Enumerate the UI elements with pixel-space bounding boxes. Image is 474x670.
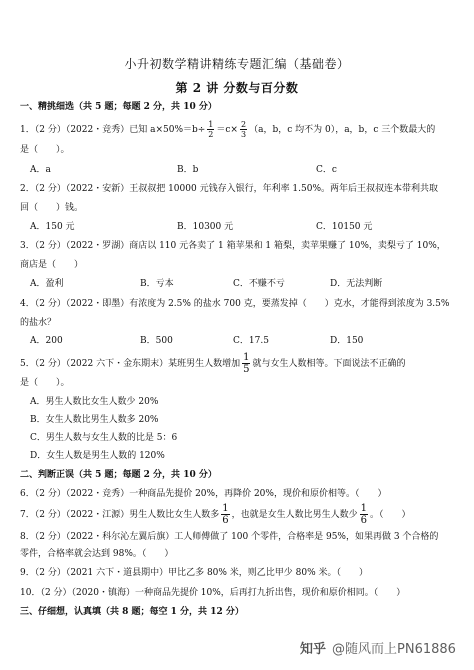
question-3-line2: 商店是（ ） (20, 260, 84, 270)
watermark-text: @随风而上PN61886 (332, 642, 456, 657)
question-7-text-b: ，也就是女生人数比男生人数少 (231, 510, 358, 520)
question-2-option-c: C．10150 元 (316, 222, 373, 232)
question-5-option-c: C．男生人数与女生人数的比是 5：6 (30, 433, 178, 443)
question-1-fraction-2: $\frac{2}{3}$ (240, 120, 247, 139)
watermark (300, 638, 456, 657)
question-1 (20, 120, 435, 139)
question-3-option-a: A．盈利 (30, 279, 64, 289)
question-2-line1: 2．（2 分）（2022・安新）王叔叔把 10000 元钱存入银行，年利率 1.50%。两年后王叔叔连本带利共取 (20, 184, 439, 194)
section-heading-choice: 一、精挑细选（共 5 题；每题 2 分，共 10 分） (20, 102, 217, 112)
question-5-option-b: B．女生人数比男生人数多 20% (30, 415, 159, 425)
question-5-text-b: 就与女生人数相等。下面说法不正确的 (252, 359, 406, 369)
question-3-option-c: C．不赚不亏 (233, 279, 285, 289)
question-4-line1: 4．（2 分）（2022・即墨）有浓度为 2.5% 的盐水 700 克，要蒸发掉（ ）克水，才能得到浓度为 3.5% (20, 299, 450, 309)
question-8-line1: 8．（2 分）（2022・科尔沁左翼后旗）工人师傅做了 100 个零件，合格率是 95%，如果再做 3 个合格的 (20, 532, 439, 542)
question-4-line2: 的盐水？ (20, 318, 57, 328)
question-1-fraction-1: $\frac{1}{2}$ (208, 120, 214, 139)
question-4-option-d: D．150 (330, 336, 364, 346)
question-4-option-c: C．17.5 (233, 336, 269, 346)
question-5-option-a: A．男生人数比女生人数少 20% (30, 397, 159, 407)
question-7-fraction-1: $\frac{1}{6}$ (222, 503, 229, 526)
question-6: 6．（2 分）（2022・竞秀）一种商品先提价 20%，再降价 20%，现价和原价相等。（ ） (20, 489, 387, 499)
question-3-line1: 3．（2 分）（2022・罗湖）商店以 110 元各卖了 1 箱苹果和 1 箱梨，卖苹果赚了 10%，卖梨亏了 10%， (20, 241, 446, 251)
question-5-line2: 是（ ）。 (20, 378, 70, 388)
question-4-option-b: B．500 (140, 336, 173, 346)
question-7-text-a: 7．（2 分）（2022・江源）男生人数比女生人数多 (20, 510, 220, 520)
question-5-fraction: $\frac{1}{5}$ (243, 352, 250, 375)
question-10: 10．（2 分）（2020・镇海）一种商品先提价 10%，后再打九折出售，现价和原价相同。（ ） (20, 588, 406, 598)
section-heading-fill: 三、仔细想，认真填（共 8 题；每空 1 分，共 12 分） (20, 607, 244, 617)
question-3-option-d: D．无法判断 (330, 279, 383, 289)
document-title: 小升初数学精讲精练专题汇编（基础卷） (124, 57, 350, 71)
question-1-text-b: ＝c× (216, 125, 238, 135)
question-1-line2: 是（ ）。 (20, 145, 70, 155)
question-7-fraction-2: $\frac{1}{6}$ (360, 503, 367, 526)
question-2-option-b: B．10300 元 (177, 222, 234, 232)
question-7-text-c: 。（ ） (369, 510, 411, 520)
question-1-text-c: （a，b，c 均不为 0），a，b，c 三个数最大的 (249, 125, 436, 135)
question-5 (20, 352, 405, 375)
question-5-text-a: 5．（2 分）（2022 六下・金东期末）某班男生人数增加 (20, 359, 241, 369)
question-1-option-b: B．b (177, 165, 199, 175)
section-heading-judgement: 二、判断正误（共 5 题；每题 2 分，共 10 分） (20, 470, 217, 480)
question-7 (20, 503, 411, 526)
question-1-option-a: A．a (30, 165, 51, 175)
question-9: 9．（2 分）（2021 六下・道县期中）甲比乙多 80% 米，则乙比甲少 80% 米。（ ） (20, 568, 369, 578)
zhihu-logo: 知乎 (300, 642, 327, 657)
question-2-line2: 回（ ）钱。 (20, 203, 84, 213)
question-3-option-b: B．亏本 (140, 279, 174, 289)
question-1-text-a: 1．（2 分）（2022・竞秀）已知 a×50%＝b÷ (20, 125, 206, 135)
question-2-option-a: A．150 元 (30, 222, 75, 232)
document-subtitle: 第 2 讲 分数与百分数 (175, 81, 299, 95)
question-4-option-a: A．200 (30, 336, 63, 346)
question-1-option-c: C．c (316, 165, 337, 175)
question-5-option-d: D．女生人数是男生人数的 120% (30, 451, 165, 461)
question-8-line2: 零件，合格率就会达到 98%。（ ） (20, 549, 174, 559)
